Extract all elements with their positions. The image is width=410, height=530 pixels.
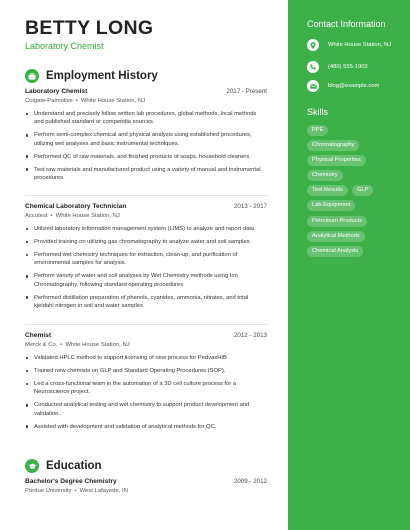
- contact-email-text[interactable]: blog@example.com: [328, 83, 380, 89]
- employment-section-title: Employment History: [46, 70, 158, 82]
- skill-tag: Test Results: [307, 185, 348, 196]
- job-entry: [25, 88, 267, 187]
- job-dates: 2012 - 2013: [233, 332, 267, 339]
- job-title: Chemical Laboratory Technician: [25, 203, 127, 210]
- job-company-line: Colgate-Palmolive • White House Station, NJ: [25, 98, 146, 104]
- job-bullet: Utilized laboratory information management system (LIMS) to analyze and report data.: [25, 225, 267, 233]
- phone-icon: [307, 61, 319, 73]
- job-bullet: Validated HPLC method to support licensing of new process for PedvaxHIB .: [25, 354, 267, 362]
- skill-tag: GLP: [352, 185, 373, 196]
- job-bullet: Provided training on utilizing gas chromatography to analyze water and soil samples.: [25, 238, 267, 246]
- job-dates: 2017 - Present: [226, 88, 267, 95]
- education-dates: 2009 - 2012: [233, 478, 267, 485]
- job-company: Colgate-Palmolive: [25, 98, 73, 104]
- job-bullets: [25, 110, 267, 182]
- job-location: White House Station, NJ: [65, 342, 130, 348]
- job-dates: 2013 - 2017: [233, 203, 267, 210]
- job-bullet: Performed wet chemistry techniques for extraction, clean-up, and purification of environmental samples for analysis.: [25, 251, 267, 268]
- job-company: Merck & Co.: [25, 342, 58, 348]
- education-entry: [25, 478, 267, 494]
- contact-address-text: White House Station, NJ: [328, 42, 392, 48]
- skills-section-title: Skills: [307, 107, 329, 117]
- job-bullet: Trained new chemists on GLP and Standard Operating Procedures (SOP).: [25, 367, 267, 375]
- job-company-line: Accutest • White House Station, NJ: [25, 213, 120, 219]
- section-divider: [25, 195, 267, 196]
- job-bullet: Test raw materials and manufactured product using a variety of manual and instrumental procedures.: [25, 166, 267, 183]
- skill-tag: Analytical Methods: [307, 231, 365, 242]
- graduation-cap-icon: [25, 459, 39, 473]
- job-company-line: Merck & Co. • White House Station, NJ: [25, 342, 130, 348]
- education-section-header: [25, 459, 102, 473]
- education-location: West Lafayette, IN: [79, 488, 128, 494]
- contact-phone: [307, 61, 403, 73]
- job-location: White House Station, NJ: [80, 98, 146, 104]
- skill-tag: Physical Properties: [307, 155, 366, 166]
- job-title: Chemist: [25, 332, 52, 339]
- contact-email: [307, 80, 403, 92]
- job-title: Laboratory Chemist: [25, 88, 88, 95]
- candidate-title: Laboratory Chemist: [25, 41, 104, 51]
- job-bullet: Performed QC of raw materials, and finished products of soaps, household cleaners.: [25, 153, 267, 161]
- education-school: Purdue University: [25, 488, 72, 494]
- job-bullet: Performed distillation preparation of phenols, cyanides, ammonia, nitrates, and total kjeldahl nitrogen in soil and water samples.: [25, 294, 267, 311]
- employment-section-header: [25, 69, 158, 83]
- job-bullet: Assisted with development and validation of analytical methods for QC.: [25, 423, 267, 431]
- contact-phone-text: (480) 555-1903: [328, 64, 368, 70]
- section-divider: [25, 324, 267, 325]
- job-location: White House Station, NJ: [55, 213, 120, 219]
- job-bullet: Understand and precisely follow written lab procedures, global methods, local methods and published standard or compendia sources.: [25, 110, 267, 127]
- contact-section-title: Contact Information: [307, 19, 386, 29]
- job-bullet: Perform variety of water and soil analyses by Wet Chemistry methods using Ion Chromatography, following standard operating procedures.: [25, 272, 267, 289]
- job-bullet: Perform semi-complex chemical and physical analysis using established procedures, utilizing wet analyses and basic instrumental techniques.: [25, 131, 267, 148]
- job-bullet: Conducted analytical testing and wet chemistry to support product development and validation.: [25, 401, 267, 418]
- education-school-line: Purdue University • West Lafayette, IN: [25, 488, 128, 494]
- education-degree: Bachelor's Degree Chemistry: [25, 478, 117, 485]
- skill-tag: Chromatography: [307, 140, 359, 151]
- candidate-name: BETTY LONG: [25, 17, 154, 39]
- job-bullets: [25, 225, 267, 310]
- location-pin-icon: [307, 39, 319, 51]
- job-bullet: Led a cross-functional team in the automation of a 3D cell culture process for a Neuroscience project.: [25, 380, 267, 397]
- skill-tag: Lab Equipment: [307, 200, 355, 211]
- skill-tag: Petroleum Products: [307, 216, 367, 227]
- job-bullets: [25, 354, 267, 431]
- job-entry: [25, 332, 267, 436]
- skill-tag: PPE: [307, 125, 328, 136]
- job-company: Accutest: [25, 213, 48, 219]
- briefcase-icon: [25, 69, 39, 83]
- sidebar: [288, 0, 410, 530]
- job-entry: [25, 203, 267, 315]
- envelope-icon: [307, 80, 319, 92]
- skill-tag: Chemical Analysis: [307, 246, 363, 257]
- education-section-title: Education: [46, 460, 102, 472]
- contact-address: [307, 39, 403, 51]
- skill-tag: Chemistry: [307, 170, 343, 181]
